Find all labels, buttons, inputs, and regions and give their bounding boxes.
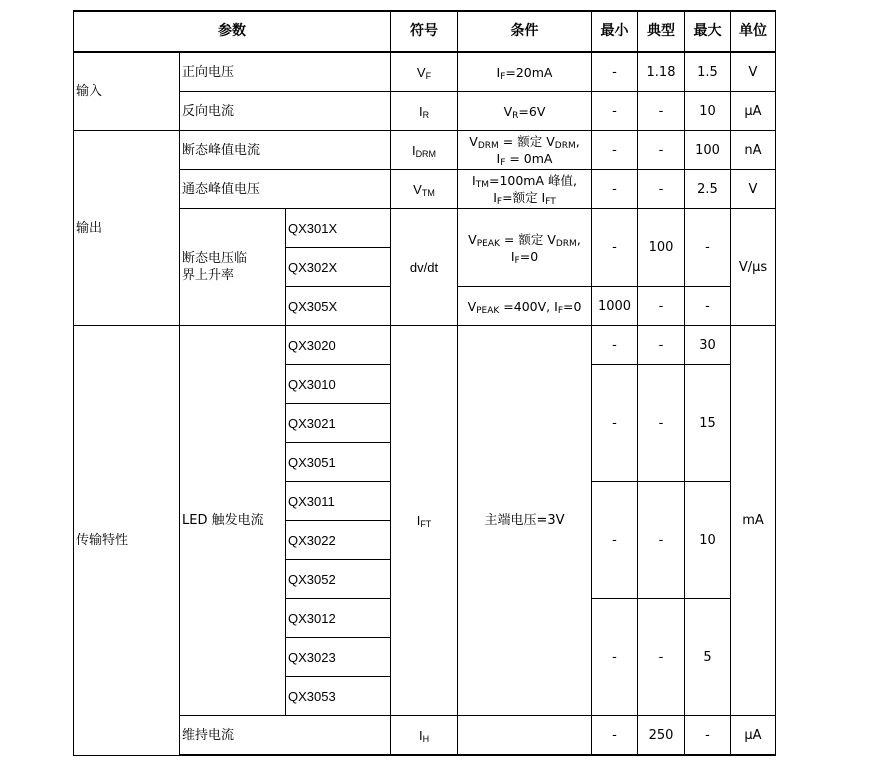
condition-cell: $V_{PEAK}$ = 额定 $V_{DRM}$, $I_F=0$ (458, 209, 592, 287)
max-value: - (685, 209, 731, 287)
max-value: 100 (685, 131, 731, 170)
part-number: QX3052 (286, 560, 391, 599)
max-value: 1.5 (685, 52, 731, 92)
category-input: 输入 (74, 52, 180, 131)
category-transfer: 传输特性 (74, 326, 180, 756)
typ-value: - (638, 92, 685, 131)
param-name: 正向电压 (180, 52, 391, 92)
header-condition: 条件 (458, 11, 592, 52)
min-value: 1000 (592, 287, 638, 326)
category-output: 输出 (74, 131, 180, 326)
part-number: QX3010 (286, 365, 391, 404)
part-number: QX3022 (286, 521, 391, 560)
param-name: 维持电流 (180, 716, 391, 756)
symbol-cell: $I_{DRM}$ (391, 131, 458, 170)
header-min: 最小 (592, 11, 638, 52)
part-number: QX3021 (286, 404, 391, 443)
max-value: 5 (685, 599, 731, 716)
typ-value: - (638, 287, 685, 326)
part-number: QX302X (286, 248, 391, 287)
min-value: - (592, 170, 638, 209)
part-number: QX3011 (286, 482, 391, 521)
table-row (74, 52, 776, 92)
table-row (74, 326, 776, 365)
symbol-cell: $I_R$ (391, 92, 458, 131)
part-number: QX3053 (286, 677, 391, 716)
header-param: 参数 (74, 11, 391, 52)
part-number: QX3020 (286, 326, 391, 365)
unit-value: V (731, 52, 776, 92)
spec-table (73, 10, 776, 756)
symbol-cell: $V_{TM}$ (391, 170, 458, 209)
max-value: 10 (685, 92, 731, 131)
table-row (74, 209, 776, 248)
table-row (74, 92, 776, 131)
min-value: - (592, 52, 638, 92)
unit-value: μA (731, 716, 776, 756)
min-value: - (592, 326, 638, 365)
min-value: - (592, 131, 638, 170)
param-name: 反向电流 (180, 92, 391, 131)
part-number: QX3012 (286, 599, 391, 638)
typ-value: 250 (638, 716, 685, 756)
part-number: QX3023 (286, 638, 391, 677)
typ-value: 100 (638, 209, 685, 287)
min-value: - (592, 209, 638, 287)
param-name: 断态峰值电流 (180, 131, 391, 170)
symbol-cell: $I_H$ (391, 716, 458, 756)
condition-cell: 主端电压=3V (458, 326, 592, 716)
max-value: 10 (685, 482, 731, 599)
part-number: QX3051 (286, 443, 391, 482)
typ-value: 1.18 (638, 52, 685, 92)
header-unit: 单位 (731, 11, 776, 52)
condition-cell: $I_F=20mA$ (458, 52, 592, 92)
typ-value: - (638, 482, 685, 599)
typ-value: - (638, 365, 685, 482)
unit-value: nA (731, 131, 776, 170)
max-value: 30 (685, 326, 731, 365)
unit-value: V (731, 170, 776, 209)
header-row (74, 11, 776, 52)
min-value: - (592, 599, 638, 716)
max-value: - (685, 716, 731, 756)
condition-cell: $V_{DRM}$ = 额定 $V_{DRM}$, $I_F = 0mA$ (458, 131, 592, 170)
table-row (74, 131, 776, 170)
unit-value: μA (731, 92, 776, 131)
header-symbol: 符号 (391, 11, 458, 52)
unit-value: mA (731, 326, 776, 716)
typ-value: - (638, 170, 685, 209)
condition-cell: $I_{TM}=100mA$ 峰值, $I_F=$额定 $I_{FT}$ (458, 170, 592, 209)
table-row (74, 716, 776, 756)
symbol-cell: $I_{FT}$ (391, 326, 458, 716)
unit-value: V/μs (731, 209, 776, 326)
typ-value: - (638, 599, 685, 716)
condition-cell (458, 716, 592, 756)
min-value: - (592, 716, 638, 756)
param-name: LED 触发电流 (180, 326, 286, 716)
condition-cell: $V_R=6V$ (458, 92, 592, 131)
part-number: QX301X (286, 209, 391, 248)
typ-value: - (638, 326, 685, 365)
header-typ: 典型 (638, 11, 685, 52)
max-value: 15 (685, 365, 731, 482)
min-value: - (592, 482, 638, 599)
symbol-cell: $V_F$ (391, 52, 458, 92)
symbol-cell: dv/dt (391, 209, 458, 326)
param-name: 断态电压临界上升率 (180, 209, 286, 326)
condition-cell: $V_{PEAK} =400V$, $I_F=0$ (458, 287, 592, 326)
min-value: - (592, 92, 638, 131)
table-row (74, 170, 776, 209)
typ-value: - (638, 131, 685, 170)
header-max: 最大 (685, 11, 731, 52)
max-value: - (685, 287, 731, 326)
param-name: 通态峰值电压 (180, 170, 391, 209)
min-value: - (592, 365, 638, 482)
part-number: QX305X (286, 287, 391, 326)
max-value: 2.5 (685, 170, 731, 209)
